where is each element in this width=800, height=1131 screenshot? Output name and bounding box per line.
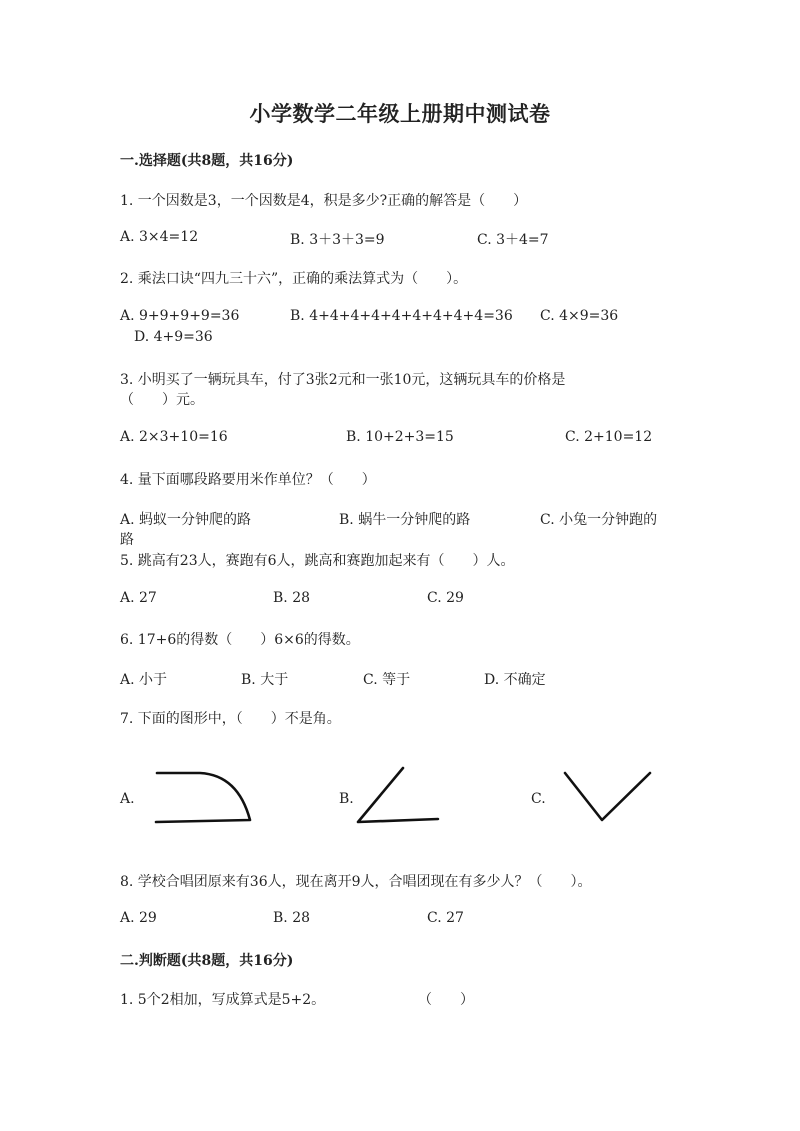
page-title: 小学数学二年级上册期中测试卷 xyxy=(249,101,551,126)
question-4: 4. 量下面哪段路要用米作单位？（ ） xyxy=(120,472,376,488)
q4-option-c: C. 小兔一分钟跑的 xyxy=(540,512,658,528)
q7-figure-a-arc xyxy=(150,765,260,830)
q4-option-a: A. 蚂蚁一分钟爬的路 xyxy=(120,512,252,528)
section-heading-choice: 一.选择题(共8题，共16分) xyxy=(120,153,294,169)
question-3-line-2: （ ）元。 xyxy=(120,392,204,408)
question-3-line-1: 3. 小明买了一辆玩具车，付了3张2元和一张10元，这辆玩具车的价格是 xyxy=(120,372,566,388)
q2-option-b: B. 4+4+4+4+4+4+4+4+4=36 xyxy=(290,308,513,324)
question-1: 1. 一个因数是3，一个因数是4，积是多少?正确的解答是（ ） xyxy=(120,193,528,209)
question-8: 8. 学校合唱团原来有36人，现在离开9人，合唱团现在有多少人？（ ）。 xyxy=(120,874,592,890)
q7-option-b-label: B. xyxy=(339,791,354,807)
q3-option-c: C. 2+10=12 xyxy=(565,429,653,445)
q1-option-c: C. 3＋4=7 xyxy=(477,232,549,248)
q8-option-a: A. 29 xyxy=(120,910,157,926)
q2-option-c: C. 4×9=36 xyxy=(540,308,619,324)
q5-option-c: C. 29 xyxy=(427,590,464,606)
q8-option-c: C. 27 xyxy=(427,910,464,926)
q7-option-c-label: C. xyxy=(531,791,546,807)
q3-option-a: A. 2×3+10=16 xyxy=(120,429,228,445)
question-2: 2. 乘法口诀“四九三十六”，正确的乘法算式为（ ）。 xyxy=(120,271,468,287)
q5-option-b: B. 28 xyxy=(273,590,311,606)
q7-option-a-label: A. xyxy=(120,791,135,807)
q1-option-b: B. 3＋3＋3=9 xyxy=(290,232,385,248)
q1-option-a: A. 3×4=12 xyxy=(120,229,199,245)
q4-option-c-wrap: 路 xyxy=(120,532,134,548)
question-7: 7. 下面的图形中，（ ）不是角。 xyxy=(120,711,341,727)
q6-option-c: C. 等于 xyxy=(363,672,411,688)
q2-option-a: A. 9+9+9+9=36 xyxy=(120,308,240,324)
q2-option-d: D. 4+9=36 xyxy=(134,329,213,345)
judgment-1: 1. 5个2相加，写成算式是5+2。 xyxy=(120,992,326,1008)
section-heading-judgment: 二.判断题(共8题，共16分) xyxy=(120,953,294,969)
judgment-1-bracket: （ ） xyxy=(418,992,474,1008)
q3-option-b: B. 10+2+3=15 xyxy=(346,429,454,445)
question-6: 6. 17+6的得数（ ）6×6的得数。 xyxy=(120,632,360,648)
q6-option-b: B. 大于 xyxy=(241,672,289,688)
question-5: 5. 跳高有23人，赛跑有6人，跳高和赛跑加起来有（ ）人。 xyxy=(120,553,515,569)
q7-figure-b-angle xyxy=(352,762,452,827)
q4-option-b: B. 蜗牛一分钟爬的路 xyxy=(339,512,471,528)
q5-option-a: A. 27 xyxy=(120,590,157,606)
q6-option-d: D. 不确定 xyxy=(484,672,546,688)
q7-figure-c-angle xyxy=(560,768,660,828)
q6-option-a: A. 小于 xyxy=(120,672,168,688)
q8-option-b: B. 28 xyxy=(273,910,311,926)
